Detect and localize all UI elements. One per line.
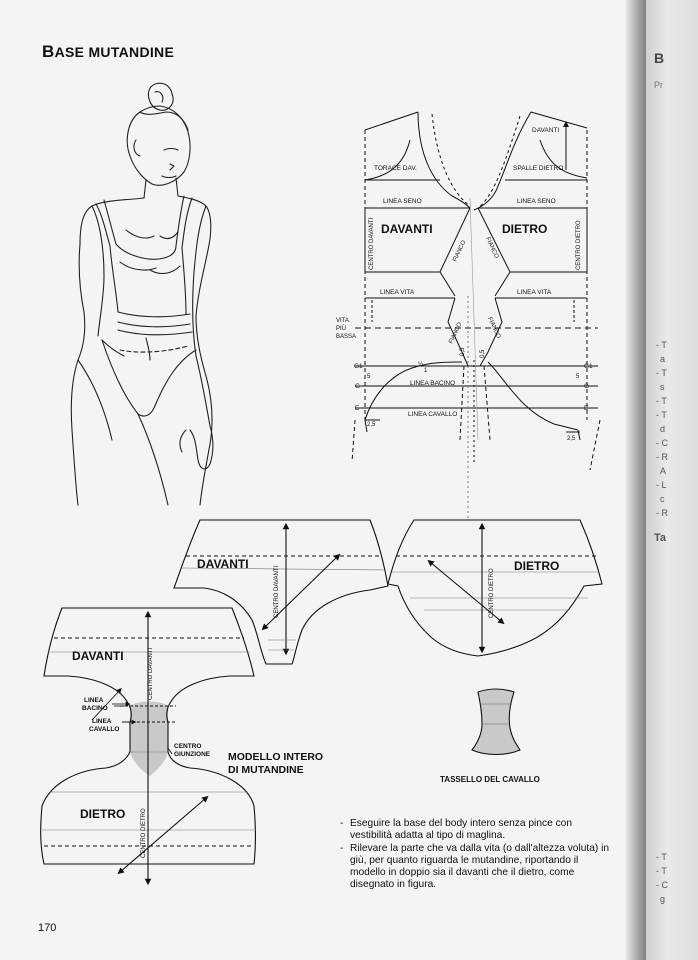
next-page-text: - R	[656, 452, 668, 462]
label-5-right: 5	[576, 374, 580, 380]
label-fianco-left: FIANCO	[452, 239, 468, 263]
label-g1-left: G1	[354, 363, 363, 370]
next-page-text: - R	[656, 508, 668, 518]
whole-brief-davanti: DAVANTI	[72, 649, 124, 663]
whole-brief-dietro: DIETRO	[80, 807, 126, 821]
label-25-right: 2,5	[567, 436, 576, 442]
whole-brief-caption-1: MODELLO INTERO	[228, 751, 324, 763]
next-page-text: s	[660, 382, 665, 392]
label-e-right: E	[584, 405, 589, 412]
next-page-text: c	[660, 494, 665, 504]
label-vita-2: PIÙ	[336, 326, 347, 332]
label-fianco-lower-right: FIANCO	[486, 316, 502, 340]
label-one-half: ½	[418, 362, 424, 368]
whole-brief-centro-davanti: CENTRO DAVANTI	[148, 647, 154, 700]
page-title-rest: ASE MUTANDINE	[54, 44, 175, 60]
next-page-heading: B	[654, 50, 665, 66]
next-page-text: - C	[656, 880, 668, 890]
instruction-notes	[340, 818, 615, 892]
next-page-text: - T	[656, 866, 667, 876]
whole-brief-caption-2: DI MUTANDINE	[228, 764, 304, 776]
next-page-text: a	[660, 354, 666, 364]
body-pattern-draft	[352, 112, 600, 520]
back-brief-pattern	[388, 520, 602, 656]
back-brief-centro-dietro: CENTRO DIETRO	[489, 568, 495, 618]
label-05-a: 0,5	[460, 347, 466, 356]
label-fianco-right: FIANCO	[484, 236, 500, 260]
next-page-text: - T	[656, 852, 667, 862]
label-davanti-small: DAVANTI	[532, 127, 560, 134]
front-brief-pattern	[174, 520, 388, 664]
label-centro-dietro: CENTRO DIETRO	[576, 220, 582, 270]
next-page-text: - C	[656, 438, 668, 448]
note-dash: -	[340, 818, 344, 829]
label-g-left: G	[355, 383, 361, 390]
page-title-initial: B	[42, 42, 55, 61]
label-05-b: 0,5	[480, 349, 486, 358]
next-page-text: d	[660, 424, 666, 434]
front-brief-label: DAVANTI	[197, 557, 249, 571]
next-page-subheading: Pr	[654, 80, 663, 90]
label-1: 1	[424, 368, 428, 374]
label-linea-cavallo-top: LINEA CAVALLO	[408, 411, 458, 418]
gusset-pattern	[472, 689, 520, 755]
whole-brief-linea-cavallo-1: LINEA	[92, 718, 112, 725]
label-spalle-dietro: SPALLE DIETRO	[513, 165, 564, 172]
label-25-left: 2,5	[367, 422, 376, 428]
next-page-text: A	[660, 466, 667, 476]
next-page-text: - T	[656, 410, 667, 420]
label-linea-bacino-top: LINEA BACINO	[410, 380, 456, 387]
label-linea-vita-left: LINEA VITA	[380, 289, 415, 296]
back-brief-label: DIETRO	[514, 559, 560, 573]
whole-brief-centro-giunzione-2: GIUNZIONE	[174, 751, 211, 758]
label-fianco-lower-left: FIANCO	[448, 321, 464, 345]
note-dash: -	[340, 842, 344, 854]
next-page-text: - T	[656, 368, 667, 378]
label-centro-davanti: CENTRO DAVANTI	[369, 217, 375, 270]
next-page-text: - T	[656, 340, 667, 350]
next-page-text: - L	[656, 480, 667, 490]
label-g1-right: G1	[584, 363, 593, 370]
next-page-subheading: Ta	[654, 532, 667, 544]
whole-brief-linea-bacino-1: LINEA	[84, 697, 104, 704]
whole-brief-linea-bacino-2: BACINO	[82, 705, 108, 712]
whole-brief-linea-cavallo-2: CAVALLO	[89, 726, 120, 733]
note-text: Rilevare la parte che va dalla vita (o dall'altezza voluta) in giù, per quanto riguarda le mutandine, riportando il modello in doppio sia il davanti che il dietro, come disegnato in figura.	[350, 842, 610, 891]
body-pattern-labels	[336, 127, 593, 442]
label-vita-3: BASSA	[336, 334, 357, 340]
gusset-caption: TASSELLO DEL CAVALLO	[440, 775, 540, 784]
label-vita-1: VITA	[336, 318, 349, 324]
label-g-right: G	[584, 383, 590, 390]
label-dietro-big: DIETRO	[502, 222, 548, 236]
note-item	[340, 818, 615, 843]
fashion-figure-illustration	[71, 83, 213, 505]
next-page-text: g	[660, 894, 666, 904]
label-linea-seno-left: LINEA SENO	[383, 198, 422, 205]
label-e-left: E	[355, 405, 360, 412]
front-brief-centro-davanti: CENTRO DAVANTI	[274, 565, 280, 618]
page-number: 170	[38, 922, 57, 934]
note-item	[340, 843, 615, 892]
note-text: Eseguire la base del body intero senza pince con vestibilità adatta al tipo di maglina.	[350, 818, 573, 842]
label-torace-dav: TORACE DAV.	[374, 165, 417, 172]
label-linea-vita-right: LINEA VITA	[517, 289, 552, 296]
label-5-left: 5	[367, 374, 371, 380]
whole-brief-centro-giunzione-1: CENTRO	[174, 743, 202, 750]
label-linea-seno-right: LINEA SENO	[517, 198, 556, 205]
next-page-text: - T	[656, 396, 667, 406]
whole-brief-centro-dietro: CENTRO DIETRO	[141, 808, 147, 858]
label-davanti-big: DAVANTI	[381, 222, 433, 236]
